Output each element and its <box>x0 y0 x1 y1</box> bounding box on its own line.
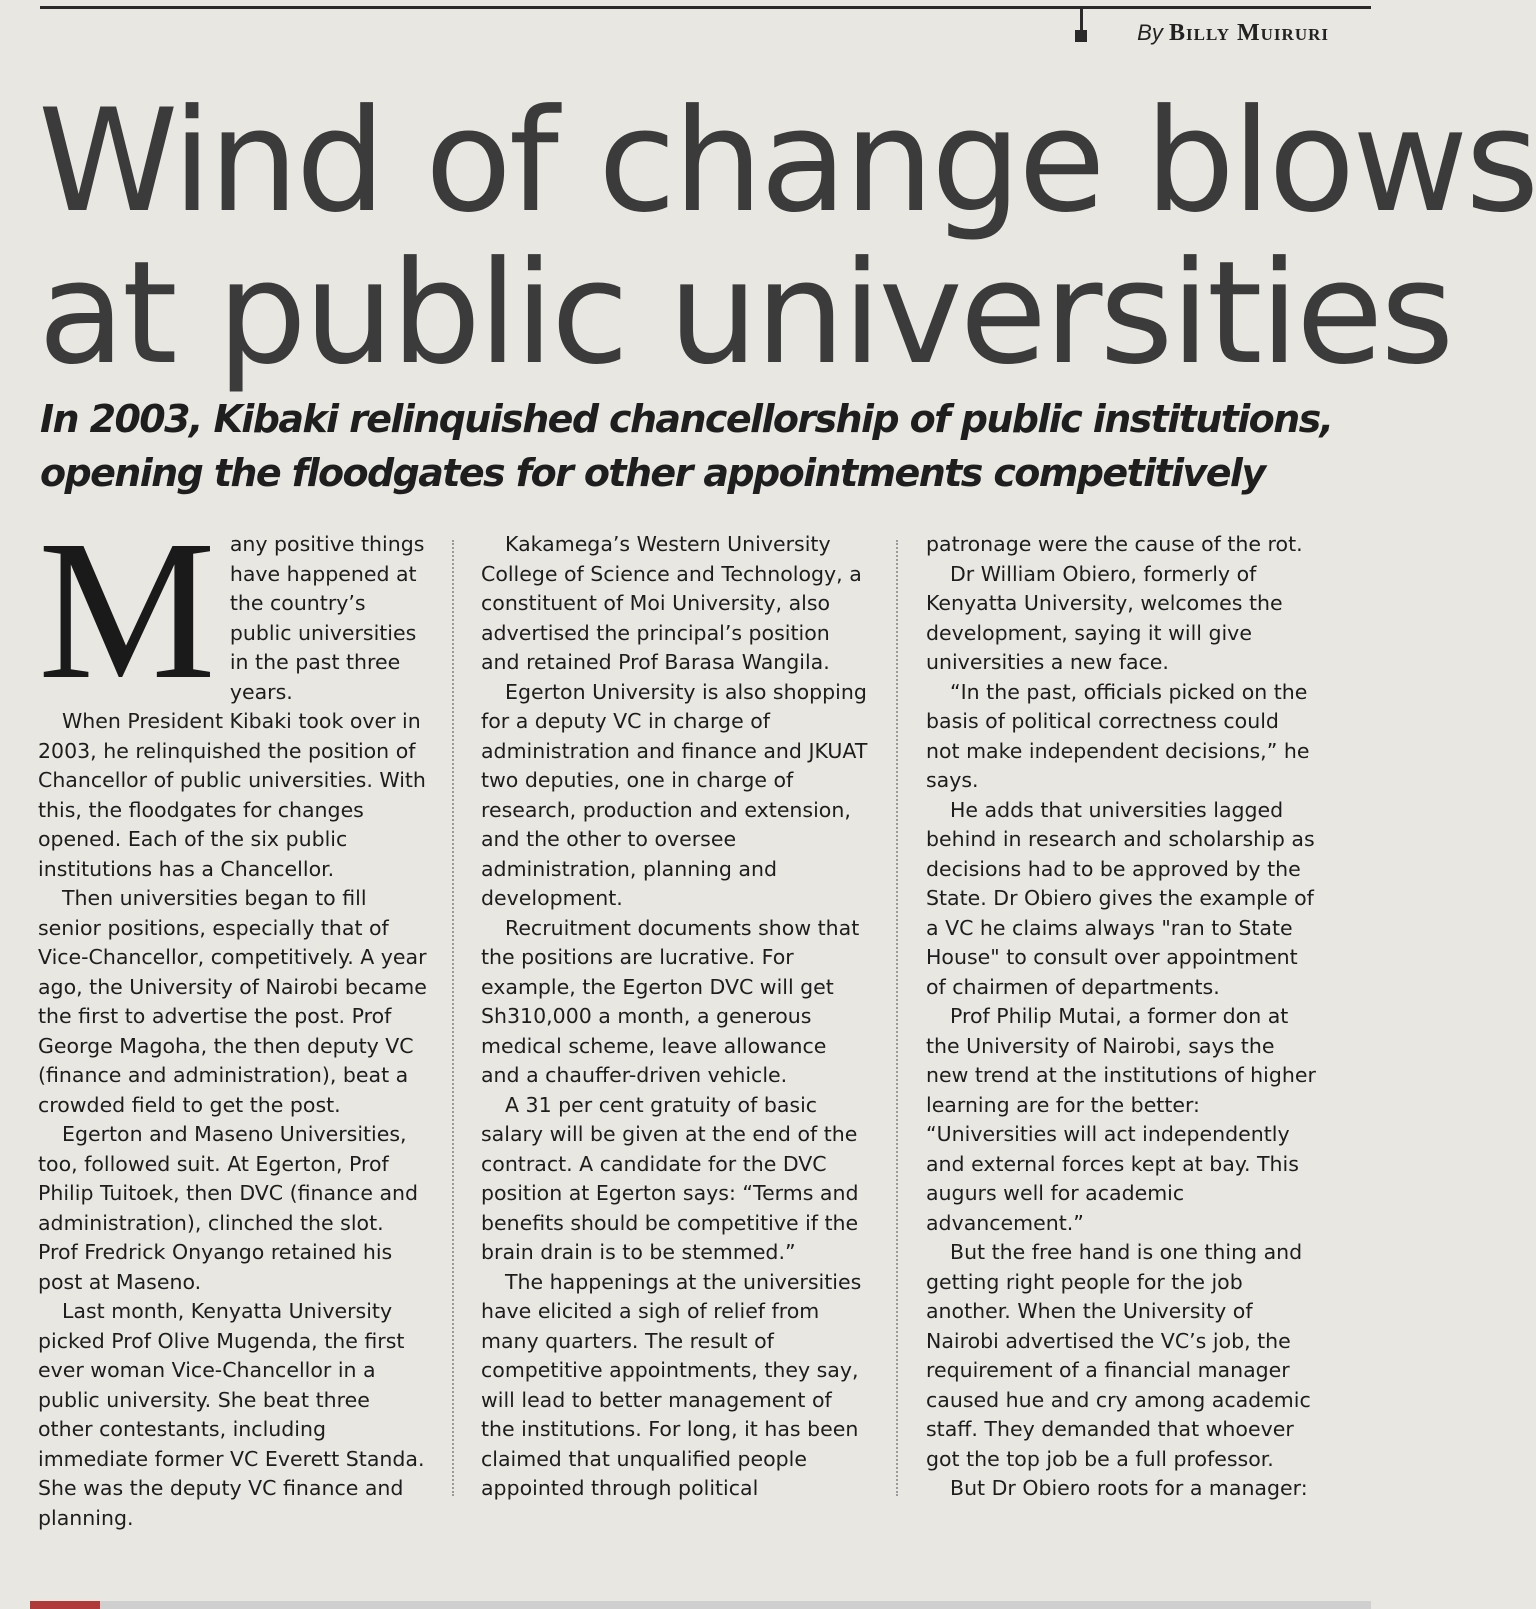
paragraph: Egerton and Maseno Universities, too, followed suit. At Egerton, Prof Philip Tuitoek, then DVC (finance and administration), clinched the slot. Prof Fredrick Onyango retained his post at Maseno. <box>38 1122 419 1294</box>
paragraph: any positive things have happened at the country’s public universities in the past three years. <box>229 532 425 704</box>
paragraph: Then universities began to fill senior positions, especially that of Vice-Chancellor, competitively. A year ago, the University of Nairobi became the first to advertise the post. Prof George Magoha, the then deputy VC (finance and administration), beat a crowded field to get the post. <box>38 886 427 1117</box>
paragraph: Recruitment documents show that the positions are lucrative. For example, the Egerton DVC will get Sh310,000 a month, a generous medical scheme, leave allowance and a chauffer-driven vehicle. <box>481 915 860 1087</box>
top-rule <box>40 6 1371 9</box>
paragraph: The happenings at the universities have elicited a sigh of relief from many quarters. The result of competitive appointments, they say, will lead to better management of the institutions. For long, it has been claimed that unqualified people appointed through political <box>481 1269 862 1500</box>
byline-bullet-icon <box>1075 30 1087 42</box>
paragraph: patronage were the cause of the rot. <box>926 532 1303 556</box>
paragraph: Dr William Obiero, formerly of Kenyatta University, welcomes the development, saying it will give universities a new face. <box>926 561 1283 674</box>
byline <box>1137 20 1329 47</box>
headline-line-2: at public universities <box>38 231 1452 396</box>
paragraph: Prof Philip Mutai, a former don at the University of Nairobi, says the new trend at the institutions of higher learning are for the better: “Universities will act independently and external forces kept at bay. This augurs well for academic advancement.” <box>926 1004 1316 1235</box>
article-column-2 <box>481 530 871 1504</box>
article-column-3 <box>926 530 1316 1504</box>
paragraph: “In the past, officials picked on the basis of political correctness could not make independent decisions,” he says. <box>926 679 1310 792</box>
standfirst-line-2: opening the floodgates for other appointments competitively <box>40 451 1265 495</box>
bottom-rule <box>30 1601 1371 1609</box>
paragraph: But the free hand is one thing and getting right people for the job another. When the University of Nairobi advertised the VC’s job, the requirement of a financial manager caused hue and cry among academic staff. They demanded that whoever got the top job be a full professor. <box>926 1240 1311 1471</box>
paragraph: Egerton University is also shopping for a deputy VC in charge of administration and finance and JKUAT two deputies, one in charge of research, production and extension, and the other to oversee administration, planning and development. <box>481 679 868 910</box>
paragraph: Last month, Kenyatta University picked Prof Olive Mugenda, the first ever woman Vice-Chancellor in a public university. She beat three other contestants, including immediate former VC Everett Standa. She was the deputy VC finance and planning. <box>38 1299 425 1530</box>
standfirst-line-1: In 2003, Kibaki relinquished chancellorship of public institutions, <box>40 397 1333 441</box>
article-column-1 <box>38 500 428 1533</box>
headline-line-1: Wind of change blows <box>38 79 1536 244</box>
byline-prefix: By <box>1137 20 1163 45</box>
paragraph: He adds that universities lagged behind in research and scholarship as decisions had to be approved by the State. Dr Obiero gives the example of a VC he claims always "ran to State House" to consult over appointment of chairmen of departments. <box>926 797 1315 999</box>
headline <box>38 79 1536 396</box>
standfirst <box>40 392 1360 500</box>
drop-cap: M <box>38 500 216 721</box>
paragraph: Kakamega’s Western University College of Science and Technology, a constituent of Moi University, also advertised the principal’s position and retained Prof Barasa Wangila. <box>481 532 862 674</box>
paragraph: A 31 per cent gratuity of basic salary will be given at the end of the contract. A candidate for the DVC position at Egerton says: “Terms and benefits should be competitive if the brain drain is to be stemmed.” <box>481 1092 859 1264</box>
paragraph: But Dr Obiero roots for a manager: <box>950 1476 1308 1500</box>
column-divider <box>452 540 454 1496</box>
byline-rule <box>1080 6 1083 32</box>
bottom-accent <box>30 1601 100 1609</box>
byline-author: Billy Muiruri <box>1168 20 1329 46</box>
paragraph: When President Kibaki took over in 2003, he relinquished the position of Chancellor of public universities. With this, the floodgates for changes opened. Each of the six public institutions has a Chancellor. <box>38 709 426 881</box>
column-divider <box>896 540 898 1496</box>
